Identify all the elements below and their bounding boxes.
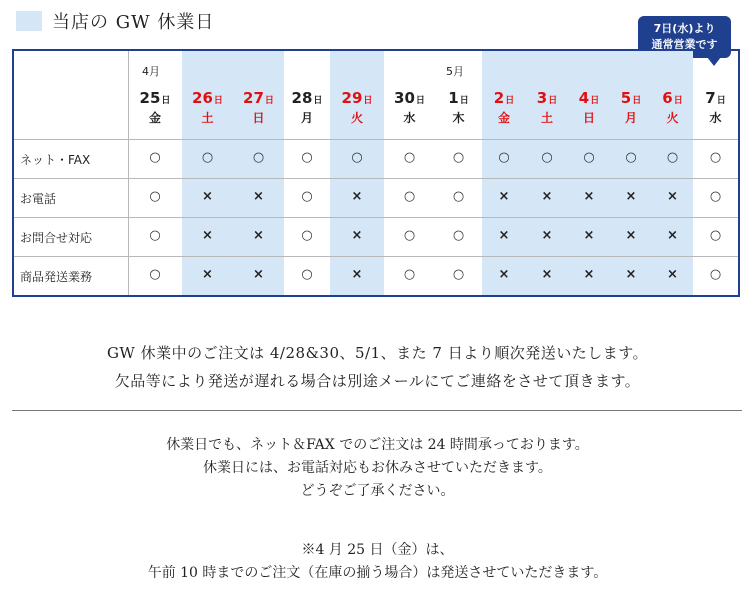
notice-shipping: [0, 339, 755, 395]
row-divider: [14, 178, 738, 179]
closed-day-highlight: [610, 51, 652, 295]
closed-mark: ×: [667, 189, 678, 204]
notice-shipping-line1: GW 休業中のご注文は 4/28&30、5/1、また 7 日より順次発送いたします。: [106, 344, 649, 362]
day-header: [693, 89, 738, 126]
callout-line1: 7日(水)より: [653, 22, 716, 35]
day-header: [652, 89, 693, 126]
open-mark: ○: [666, 150, 679, 165]
open-mark: ○: [709, 189, 722, 204]
title-marker: [16, 11, 42, 31]
weekday: 水: [709, 111, 722, 125]
open-mark: ○: [301, 150, 313, 165]
day-header: [568, 89, 610, 126]
weekday: 土: [201, 111, 214, 125]
closed-day-highlight: [568, 51, 610, 295]
day-suffix: 日: [548, 96, 558, 106]
open-mark: ○: [149, 189, 161, 204]
day-header: [284, 89, 330, 126]
open-mark: ○: [252, 150, 265, 165]
row-label: お電話: [20, 192, 57, 206]
callout-line2: 通常営業です: [651, 38, 718, 51]
day-suffix: 日: [264, 96, 274, 106]
day-number-value: 29: [341, 89, 363, 107]
open-mark: ○: [149, 267, 161, 282]
day-header: [330, 89, 384, 126]
day-number: [284, 89, 330, 110]
day-number-value: 3: [536, 89, 548, 107]
open-mark: ○: [149, 150, 161, 165]
day-suffix: 日: [415, 96, 425, 106]
day-suffix: 日: [161, 96, 171, 106]
day-suffix: 日: [363, 96, 373, 106]
closed-mark: ×: [498, 267, 510, 282]
closed-mark: ×: [498, 189, 510, 204]
notice-shipping-line2: 欠品等により発送が遅れる場合は別途メールにてご連絡をさせて頂きます。: [114, 372, 641, 390]
day-header: [128, 89, 182, 126]
closed-mark: ×: [583, 267, 595, 282]
closed-day-highlight: [182, 51, 233, 295]
day-suffix: 日: [459, 96, 469, 106]
closed-mark: ×: [253, 267, 264, 282]
weekday: 月: [300, 111, 313, 125]
day-header: [384, 89, 435, 126]
weekday: 金: [497, 111, 510, 125]
closed-mark: ×: [351, 267, 363, 282]
closed-mark: ×: [625, 267, 637, 282]
day-number-value: 28: [291, 89, 313, 107]
closed-mark: ×: [625, 189, 637, 204]
title-block: [16, 8, 214, 34]
day-suffix: 日: [673, 96, 683, 106]
day-number: [568, 89, 610, 110]
open-mark: ○: [351, 150, 363, 165]
section-divider: [12, 410, 742, 411]
closed-mark: ×: [541, 228, 553, 243]
open-mark: ○: [403, 189, 416, 204]
day-number: [482, 89, 526, 110]
weekday: 土: [540, 111, 553, 125]
open-mark: ○: [498, 150, 510, 165]
day-header: [482, 89, 526, 126]
weekday: 金: [148, 111, 161, 125]
weekday: 日: [582, 111, 595, 125]
page-title: 当店の GW 休業日: [52, 12, 215, 33]
open-mark: ○: [301, 267, 313, 282]
day-number-value: 5: [620, 89, 632, 107]
day-header: [233, 89, 284, 126]
open-mark: ○: [201, 150, 214, 165]
closed-mark: ×: [541, 267, 553, 282]
open-mark: ○: [149, 228, 161, 243]
day-number: [384, 89, 435, 110]
weekday: 水: [403, 111, 416, 125]
notice-april25-line2: 午前 10 時までのご注文（在庫の揃う場合）は発送させていただきます。: [147, 565, 608, 581]
weekday: 日: [252, 111, 265, 125]
closed-day-highlight: [330, 51, 384, 295]
closed-day-highlight: [233, 51, 284, 295]
day-number: [435, 89, 482, 110]
notice-april25-line1: ※4 月 25 日（金）は、: [301, 542, 454, 558]
closed-mark: ×: [202, 267, 213, 282]
weekday: 月: [624, 111, 637, 125]
day-number-value: 6: [662, 89, 673, 107]
open-mark: ○: [301, 228, 313, 243]
closed-mark: ×: [625, 228, 637, 243]
day-suffix: 日: [505, 96, 515, 106]
day-number: [182, 89, 233, 110]
notice-orders: [0, 434, 755, 503]
closed-mark: ×: [583, 228, 595, 243]
day-number: [652, 89, 693, 110]
notice-orders-line3: どうぞご了承ください。: [300, 483, 455, 499]
day-suffix: 日: [213, 96, 223, 106]
closed-mark: ×: [351, 228, 363, 243]
notice-orders-line1: 休業日でも、ネット＆FAX でのご注文は 24 時間承っております。: [166, 437, 589, 453]
open-mark: ○: [709, 228, 722, 243]
closed-mark: ×: [202, 228, 213, 243]
day-suffix: 日: [716, 96, 726, 106]
day-header: [526, 89, 568, 126]
notice-april25: [0, 539, 755, 585]
closed-day-highlight: [526, 51, 568, 295]
month-label-may: 5月: [446, 65, 464, 78]
day-number-value: 2: [493, 89, 505, 107]
row-divider: [14, 217, 738, 218]
open-mark: ○: [403, 267, 416, 282]
day-header: [610, 89, 652, 126]
row-divider: [14, 139, 738, 140]
weekday: 火: [350, 111, 363, 125]
row-label: 商品発送業務: [20, 270, 93, 284]
label-column-divider: [128, 51, 129, 295]
day-number-value: 27: [243, 89, 264, 107]
open-mark: ○: [452, 228, 465, 243]
day-number-value: 25: [139, 89, 161, 107]
closed-day-highlight: [482, 51, 526, 295]
day-number: [526, 89, 568, 110]
closed-mark: ×: [498, 228, 510, 243]
weekday: 木: [452, 111, 465, 125]
open-mark: ○: [709, 267, 722, 282]
closed-mark: ×: [667, 228, 678, 243]
day-suffix: 日: [590, 96, 600, 106]
open-mark: ○: [452, 189, 465, 204]
month-label-april: 4月: [142, 65, 160, 78]
open-mark: ○: [625, 150, 637, 165]
row-divider: [14, 256, 738, 257]
open-mark: ○: [403, 228, 416, 243]
day-number-value: 7: [705, 89, 716, 107]
closed-mark: ×: [667, 267, 678, 282]
closed-mark: ×: [351, 189, 363, 204]
open-mark: ○: [452, 267, 465, 282]
notice-orders-line2: 休業日には、お電話対応もお休みさせていただきます。: [203, 460, 552, 476]
open-mark: ○: [583, 150, 595, 165]
day-number-value: 1: [448, 89, 459, 107]
day-suffix: 日: [313, 96, 323, 106]
weekday: 火: [666, 111, 679, 125]
open-mark: ○: [403, 150, 416, 165]
open-mark: ○: [452, 150, 465, 165]
row-label: お問合せ対応: [20, 231, 93, 245]
holiday-schedule-table: [12, 49, 740, 297]
open-mark: ○: [301, 189, 313, 204]
open-mark: ○: [541, 150, 553, 165]
row-label: ネット・FAX: [20, 153, 91, 167]
closed-mark: ×: [583, 189, 595, 204]
closed-mark: ×: [253, 189, 264, 204]
day-number-value: 26: [192, 89, 213, 107]
day-header: [435, 89, 482, 126]
closed-mark: ×: [253, 228, 264, 243]
day-header: [182, 89, 233, 126]
closed-mark: ×: [202, 189, 213, 204]
day-number: [330, 89, 384, 110]
closed-day-highlight: [652, 51, 693, 295]
day-number-value: 30: [394, 89, 415, 107]
day-suffix: 日: [632, 96, 642, 106]
day-number: [693, 89, 738, 110]
day-number: [233, 89, 284, 110]
closed-mark: ×: [541, 189, 553, 204]
day-number: [610, 89, 652, 110]
day-number-value: 4: [578, 89, 590, 107]
day-number: [128, 89, 182, 110]
open-mark: ○: [709, 150, 722, 165]
